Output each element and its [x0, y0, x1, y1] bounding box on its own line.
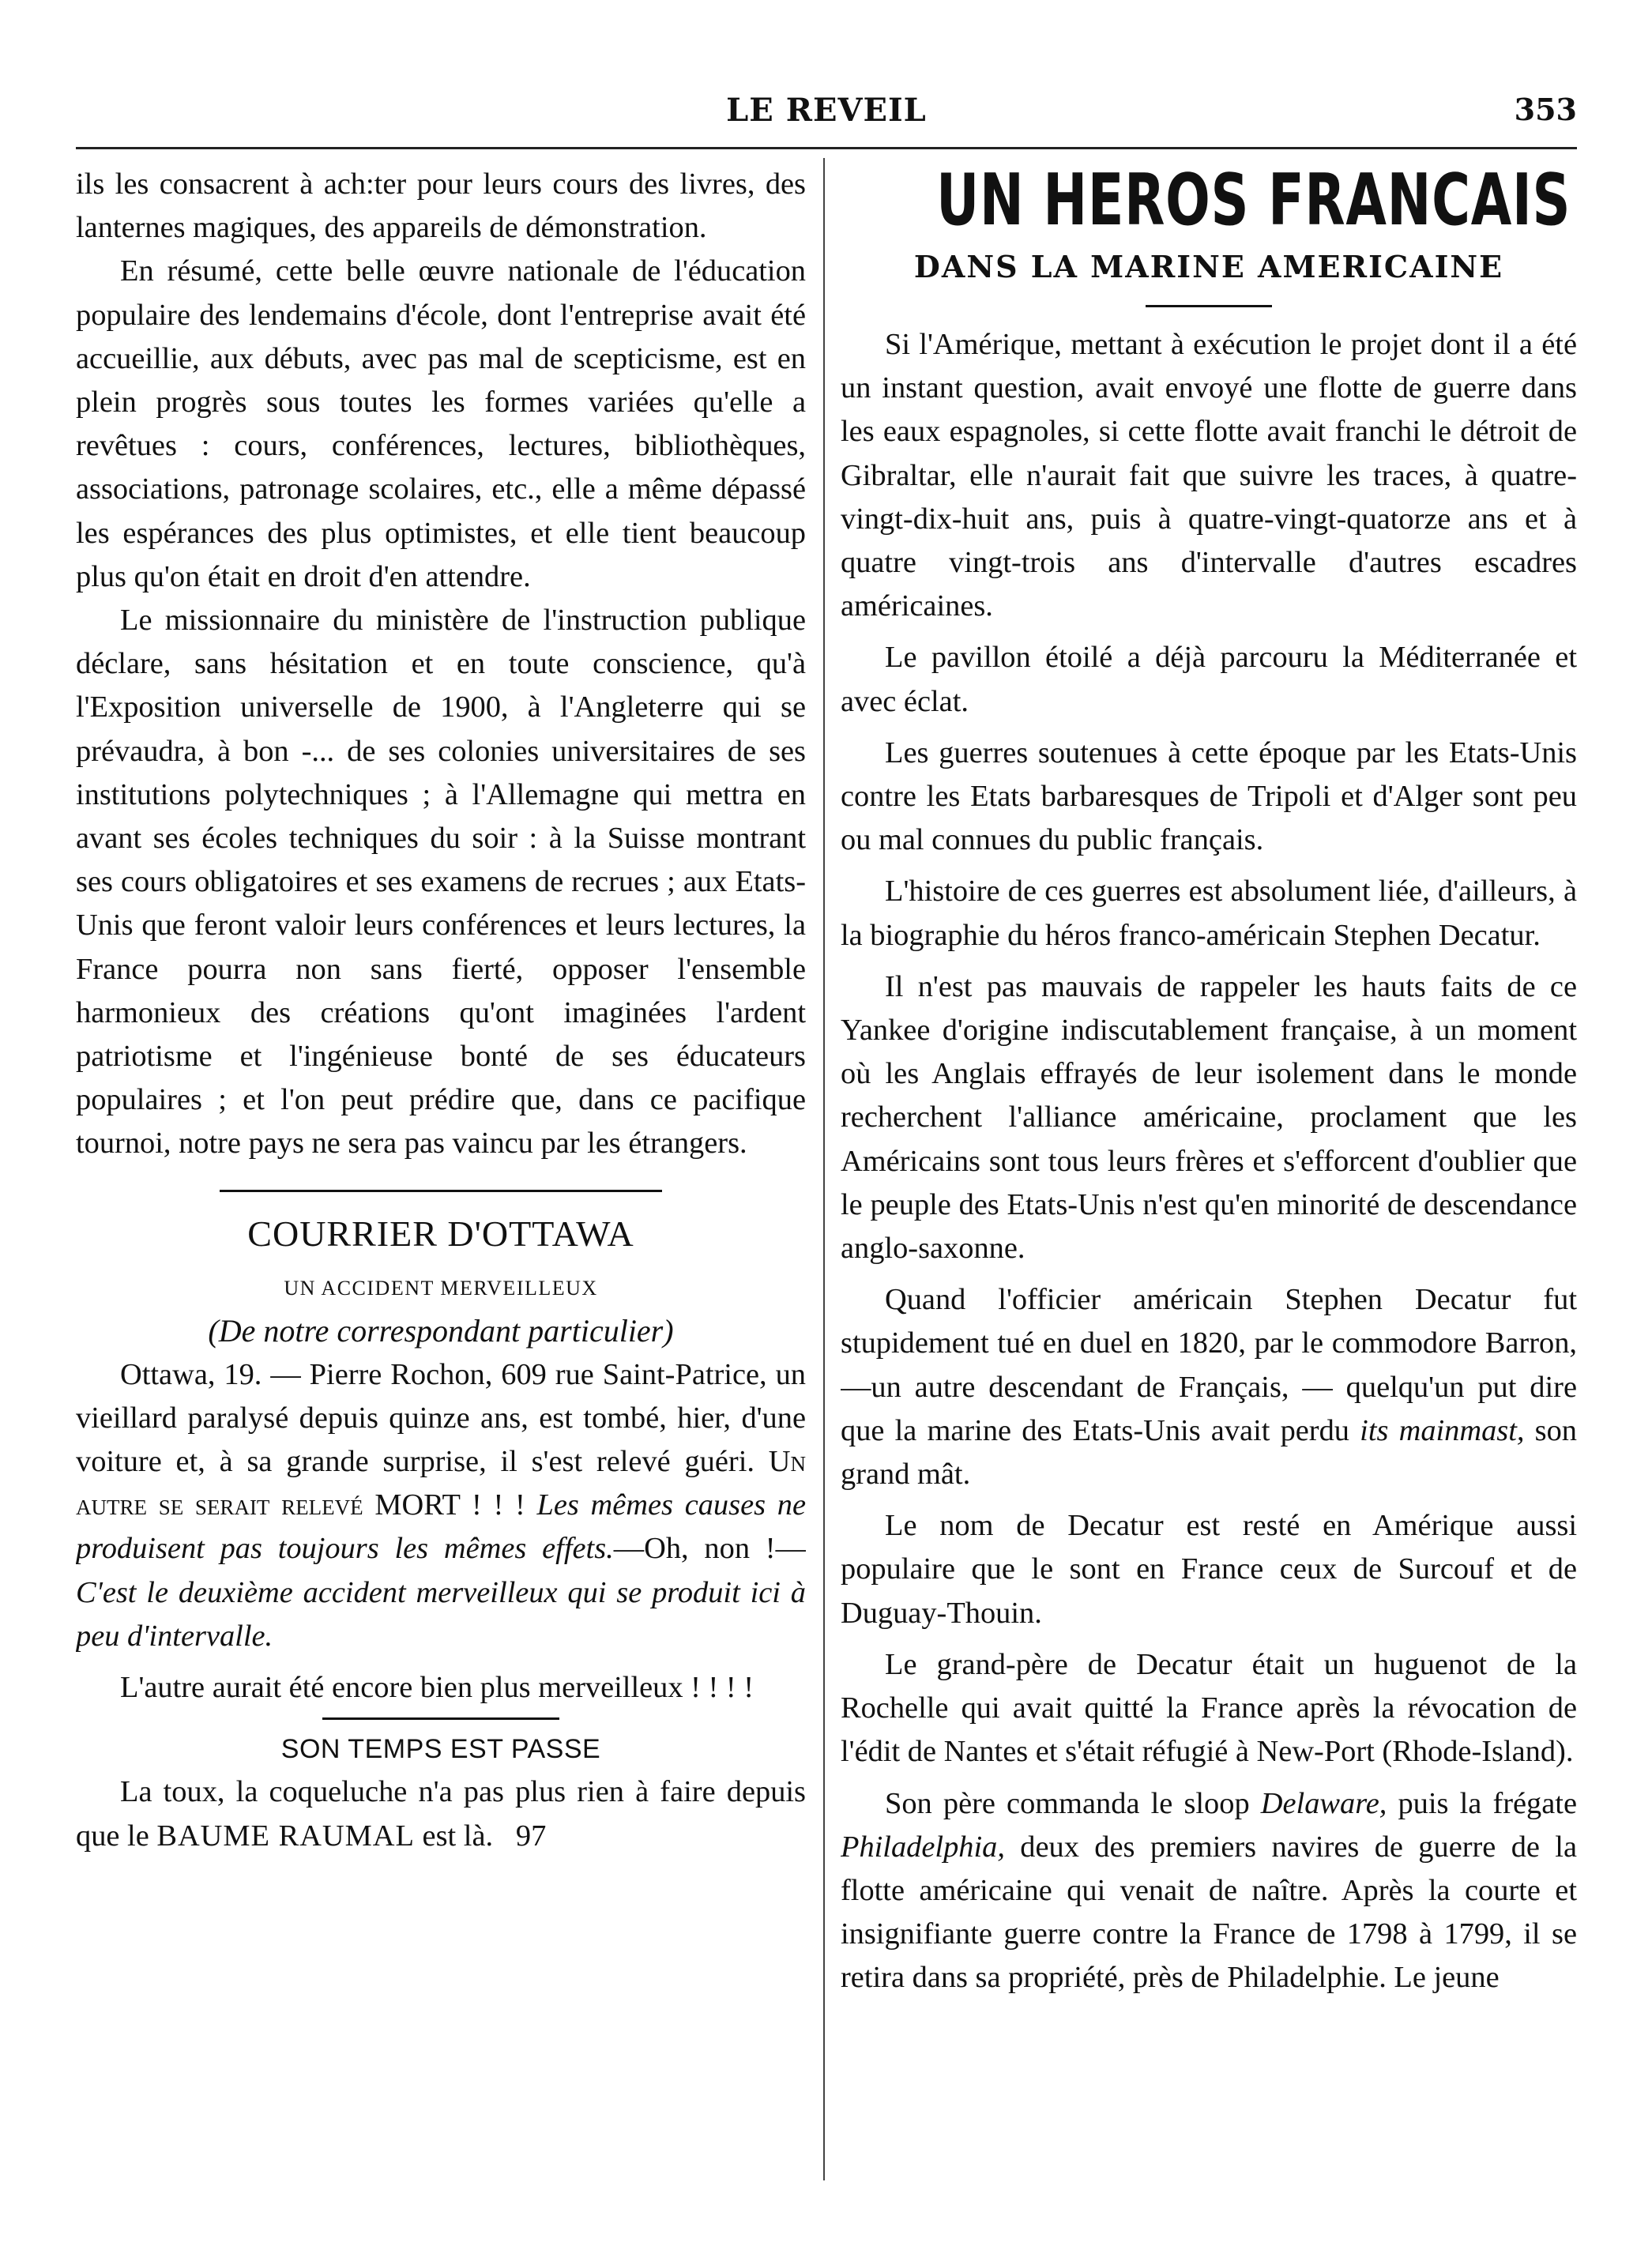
courrier-body-intro: Ottawa, 19. — Pierre Rochon, 609 rue Saint-Patrice, un vieillard paralysé depuis quinze ans, est tombé, hier, d'une voiture et, à sa grande surprise, il s'est relevé guéri.	[76, 1357, 806, 1479]
paragraph: Les guerres soutenues à cette époque par les Etats-Unis contre les Etats barbaresques de Tripoli et d'Alger sont peu ou mal connues du public français.	[841, 735, 1577, 857]
running-head	[76, 85, 1577, 134]
ad-number: 97	[515, 1819, 547, 1853]
courrier-heading: COURRIER D'OTTAWA	[247, 1213, 634, 1254]
courrier-body-caps: Un autre se serait relevé	[76, 1445, 806, 1522]
paragraph-text: Quand l'officier américain Stephen Decatur fut stupidement tué en duel en 1820, par le commodore Barron,—un autre descendant de Français, — quelqu'un put dire que la marine des Etats-Unis avait perdu	[841, 1283, 1577, 1447]
paragraph: Si l'Amérique, mettant à exécution le projet dont il a été un instant question, avait envoyé une flotte de guerre dans les eaux espagnoles, si cette flotte avait franchi le détroit de Gibraltar, elle n'aurait fait que suivre les traces, à quatre-vingt-dix-huit ans, puis à quatre-vingt-quatorze ans et à quatre vingt-trois ans d'intervalle d'autres escadres américaines.	[841, 328, 1577, 623]
ad-heading: SON TEMPS EST PASSE	[280, 1734, 601, 1765]
courrier-body-mid: —Oh, non !—	[613, 1532, 806, 1566]
courrier-credit: (De notre correspondant particulier)	[208, 1312, 674, 1349]
ad-body	[76, 1770, 806, 1857]
paragraph: En résumé, cette belle œuvre nationale de l'éducation populaire des lendemains d'école, dont l'entreprise avait été accueillie, aux débuts, avec pas mal de scepticisme, est en plein progrès sous toutes les formes variées qu'elle a revêtues : cours, conférences, lectures, bibliothèques, associations, patronage scolaires, etc., elle a même dépassé les espérances des plus optimistes, et elle tient beaucoup plus qu'on était en droit d'en attendre.	[76, 254, 806, 593]
paragraph: Le missionnaire du ministère de l'instruction publique déclare, sans hésitation et en toute conscience, qu'à l'Exposition universelle de 1900, à l'Angleterre qui se prévaudra, à bon -... de ses colonies universitaires de ses institutions polytechniques ; à l'Allemagne qui mettra en avant ses écoles techniques du soir : à la Suisse montrant ses cours obligatoires et ses examens de recrues ; aux Etats-Unis que feront valoir leurs conférences et leurs lectures, la France pourra non sans fierté, opposer l'ensemble harmonieux des créations qu'ont imaginées l'ardent patriotisme et l'ingénieuse bonté de ses éducateurs populaires ; et l'on peut prédire que, dans ce pacifique tournoi, notre pays ne sera pas vaincu par les étrangers.	[76, 604, 806, 1161]
ad-text: est là.	[414, 1819, 494, 1853]
article-headline: UN HEROS FRANCAIS	[936, 163, 1571, 242]
ship-name: Delaware,	[1260, 1786, 1387, 1820]
courrier-body-italic: C'est le deuxième accident merveilleux qui se produit ici à peu d'intervalle.	[76, 1575, 806, 1653]
paragraph	[841, 1278, 1577, 1496]
courrier-body-mort: MORT ! ! !	[363, 1488, 537, 1522]
article-subheadline: DANS LA MARINE AMERICAINE	[913, 249, 1504, 284]
courrier-closing	[76, 1666, 806, 1710]
courrier-closing-text: L'autre aurait été encore bien plus merveilleux ! ! ! !	[120, 1671, 755, 1705]
paragraph: Le grand-père de Decatur était un huguenot de la Rochelle qui avait quitté la France après la révocation de l'édit de Nantes et s'était réfugié à New-Port (Rhode-Island).	[841, 1647, 1577, 1769]
left-column	[76, 163, 806, 2185]
ad-brand: BAUME RAUMAL	[156, 1819, 415, 1853]
paragraph-text: Son père commanda le sloop	[885, 1786, 1261, 1820]
paragraph-text: son grand mât.	[841, 1413, 1577, 1492]
ad-text: La toux, la coqueluche n'a pas plus rien à faire depuis que le	[76, 1775, 806, 1853]
courrier-body-italic: Les mêmes causes ne produisent pas toujours les mêmes effets.	[76, 1488, 806, 1566]
paragraph-text: puis la frégate	[1387, 1786, 1577, 1820]
courrier-subheading: UN ACCIDENT MERVEILLEUX	[284, 1276, 598, 1300]
paragraph: Le pavillon étoilé a déjà parcouru la Méditerranée et avec éclat.	[841, 641, 1577, 718]
page-number: 353	[1514, 92, 1577, 127]
paragraph-italic: its mainmast,	[1360, 1413, 1525, 1447]
courrier-body	[76, 1353, 806, 1658]
paragraph: Le nom de Decatur est resté en Amérique aussi populaire que le sont en France ceux de Surcouf et de Duguay-Thouin.	[841, 1509, 1577, 1630]
paragraph-text: deux des premiers navires de guerre de la flotte américaine qui venait de naître. Après la courte et insignifiante guerre contre la France de 1798 à 1799, il se retira dans sa propriété, près de Philadelphie. Le jeune	[841, 1830, 1577, 1995]
ship-name: Philadelphia,	[841, 1830, 1005, 1864]
right-column	[841, 163, 1577, 2185]
paragraph	[841, 1782, 1577, 2000]
header-rule	[76, 147, 1577, 149]
paragraph: L'histoire de ces guerres est absolument liée, d'ailleurs, à la biographie du héros franco-américain Stephen Decatur.	[841, 875, 1577, 952]
paragraph: Il n'est pas mauvais de rappeler les hauts faits de ce Yankee d'origine indiscutablement française, à un moment où les Anglais effrayés de leur isolement dans le monde recherchent l'alliance américaine, proclament que les Américains sont tous leurs frères et s'efforcent d'oublier que le peuple des Etats-Unis n'est qu'en minorité de descendance anglo-saxonne.	[841, 969, 1577, 1266]
journal-title: LE REVEIL	[726, 92, 927, 129]
column-divider	[823, 158, 825, 2180]
paragraph: ils les consacrent à ach:ter pour leurs cours des livres, des lanternes magiques, des appareils de démonstration.	[76, 167, 806, 245]
